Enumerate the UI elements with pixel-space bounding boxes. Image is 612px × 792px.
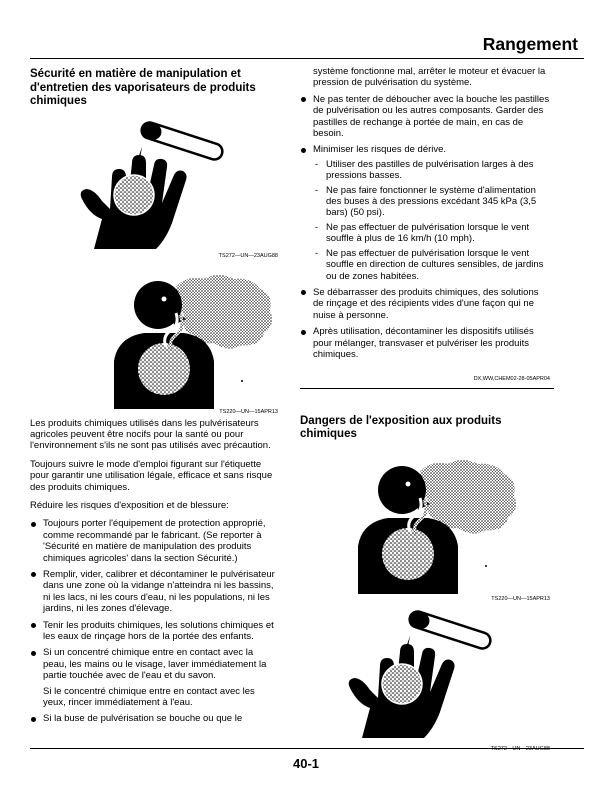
section-heading-handling: Sécurité en matière de manipulation et d'entretien des vaporisateurs de produits chimiques	[30, 68, 256, 107]
intro-paragraph: Les produits chimiques utilisés dans les pulvérisateurs agricoles peuvent être nocifs pour la santé ou pour l'environnement s'ils ne sont pas utilisés avec précaution.	[30, 417, 271, 452]
figure-caption: TS220—UN—15APR13	[491, 595, 550, 602]
list-item: - Ne pas effectuer de pulvérisation lorsque le vent souffle en direction de cultures sensibles, de jardins ou de zones habitées.	[313, 248, 550, 282]
section-heading-exposure: Dangers de l'exposition aux produits chimiques	[300, 414, 502, 441]
list-item-text: Si un concentré chimique entre en contact avec la peau, les mains ou le visage, laver immédiatement la partie touchée avec de l'eau et du savon.	[43, 647, 267, 682]
list-item: Si la buse de pulvérisation se bouche ou que le	[30, 713, 278, 724]
figure-inhalation	[300, 450, 550, 608]
list-item: - Ne pas effectuer de pulvérisation lorsque le vent souffle à plus de 16 km/h (10 mph).	[313, 222, 550, 245]
list-item	[30, 647, 278, 708]
list-item: Remplir, vider, calibrer et décontaminer le pulvérisateur dans une zone où la vidange n'atteindra ni les bassins, ni les lacs, ni les cours d'eau, ni les populations, ni les jardins, ni les zones d'élevage.	[30, 569, 278, 615]
page-title-text: Rangement	[482, 34, 578, 54]
list-item: Après utilisation, décontaminer les dispositifs utilisés pour mélanger, transvaser et pulvériser les produits chimiques.	[300, 326, 550, 360]
hand-chemical-icon	[330, 608, 520, 748]
drift-dash-list	[313, 159, 550, 282]
list-item: Se débarrasser des produits chimiques, des solutions de rinçage et des récipients vides d'une façon qui ne nuise à personne.	[300, 287, 550, 321]
hand-chemical-icon	[62, 119, 252, 259]
figure-hand-chemical	[300, 608, 550, 758]
figure-hand-chemical	[30, 117, 278, 267]
inhalation-hazard-icon	[348, 454, 538, 594]
page-number: 40-1	[292, 756, 320, 771]
instructions-paragraph: Toujours suivre le mode d'emploi figurant sur l'étiquette pour garantir une utilisation légale, efficace et sans risque des produits chimiques.	[30, 458, 273, 493]
page-title	[0, 34, 578, 55]
list-item: - Utiliser des pastilles de pulvérisation larges à des pressions basses.	[313, 159, 550, 182]
figure-caption: TS220—UN—15APR13	[219, 408, 278, 415]
list-item: Tenir les produits chimiques, les solutions chimiques et les eaux de rinçage hors de la portée des enfants.	[30, 620, 278, 643]
right-column	[300, 66, 550, 758]
inhalation-hazard-icon	[104, 269, 294, 409]
list-item: - Ne pas faire fonctionner le système d'alimentation des buses à des pressions excédant 345 kPa (3,5 bars) (50 psi).	[313, 185, 550, 219]
reduce-risk-paragraph: Réduire les risques d'exposition et de blessure:	[30, 499, 229, 511]
left-column	[30, 68, 278, 730]
continued-text: système fonctionne mal, arrêter le moteur et évacuer la pression de pulvérisation du système.	[313, 66, 546, 89]
figure-inhalation	[30, 267, 278, 422]
list-item-text: Minimiser les risques de dérive.	[313, 144, 447, 156]
figure-caption: TS272—UN—23AUG88	[490, 745, 550, 752]
footer-rule	[30, 748, 584, 749]
list-item: Toujours porter l'équipement de protection approprié, comme recommandé par le fabricant. (Se reporter à 'Sécurité en matière de manipulation des produits chimiques agricoles' dans la section Sécurité.)	[30, 518, 278, 564]
spray-bullet-list	[300, 94, 550, 361]
risk-bullet-list	[30, 518, 278, 725]
list-item	[300, 144, 550, 281]
list-item-text-extra: Si le concentré chimique entre en contact avec les yeux, rincer immédiatement à l'eau.	[43, 685, 255, 709]
document-reference: DX,WW,CHEM02-28-05APR04	[473, 376, 550, 383]
header-rule	[30, 58, 584, 59]
list-item: Ne pas tenter de déboucher avec la bouche les pastilles de pulvérisation ou les autres composants. Garder des pastilles de rechange à portée de main, en cas de besoin.	[300, 94, 550, 140]
figure-caption: TS272—UN—23AUG88	[218, 252, 278, 259]
section-divider	[300, 388, 554, 389]
